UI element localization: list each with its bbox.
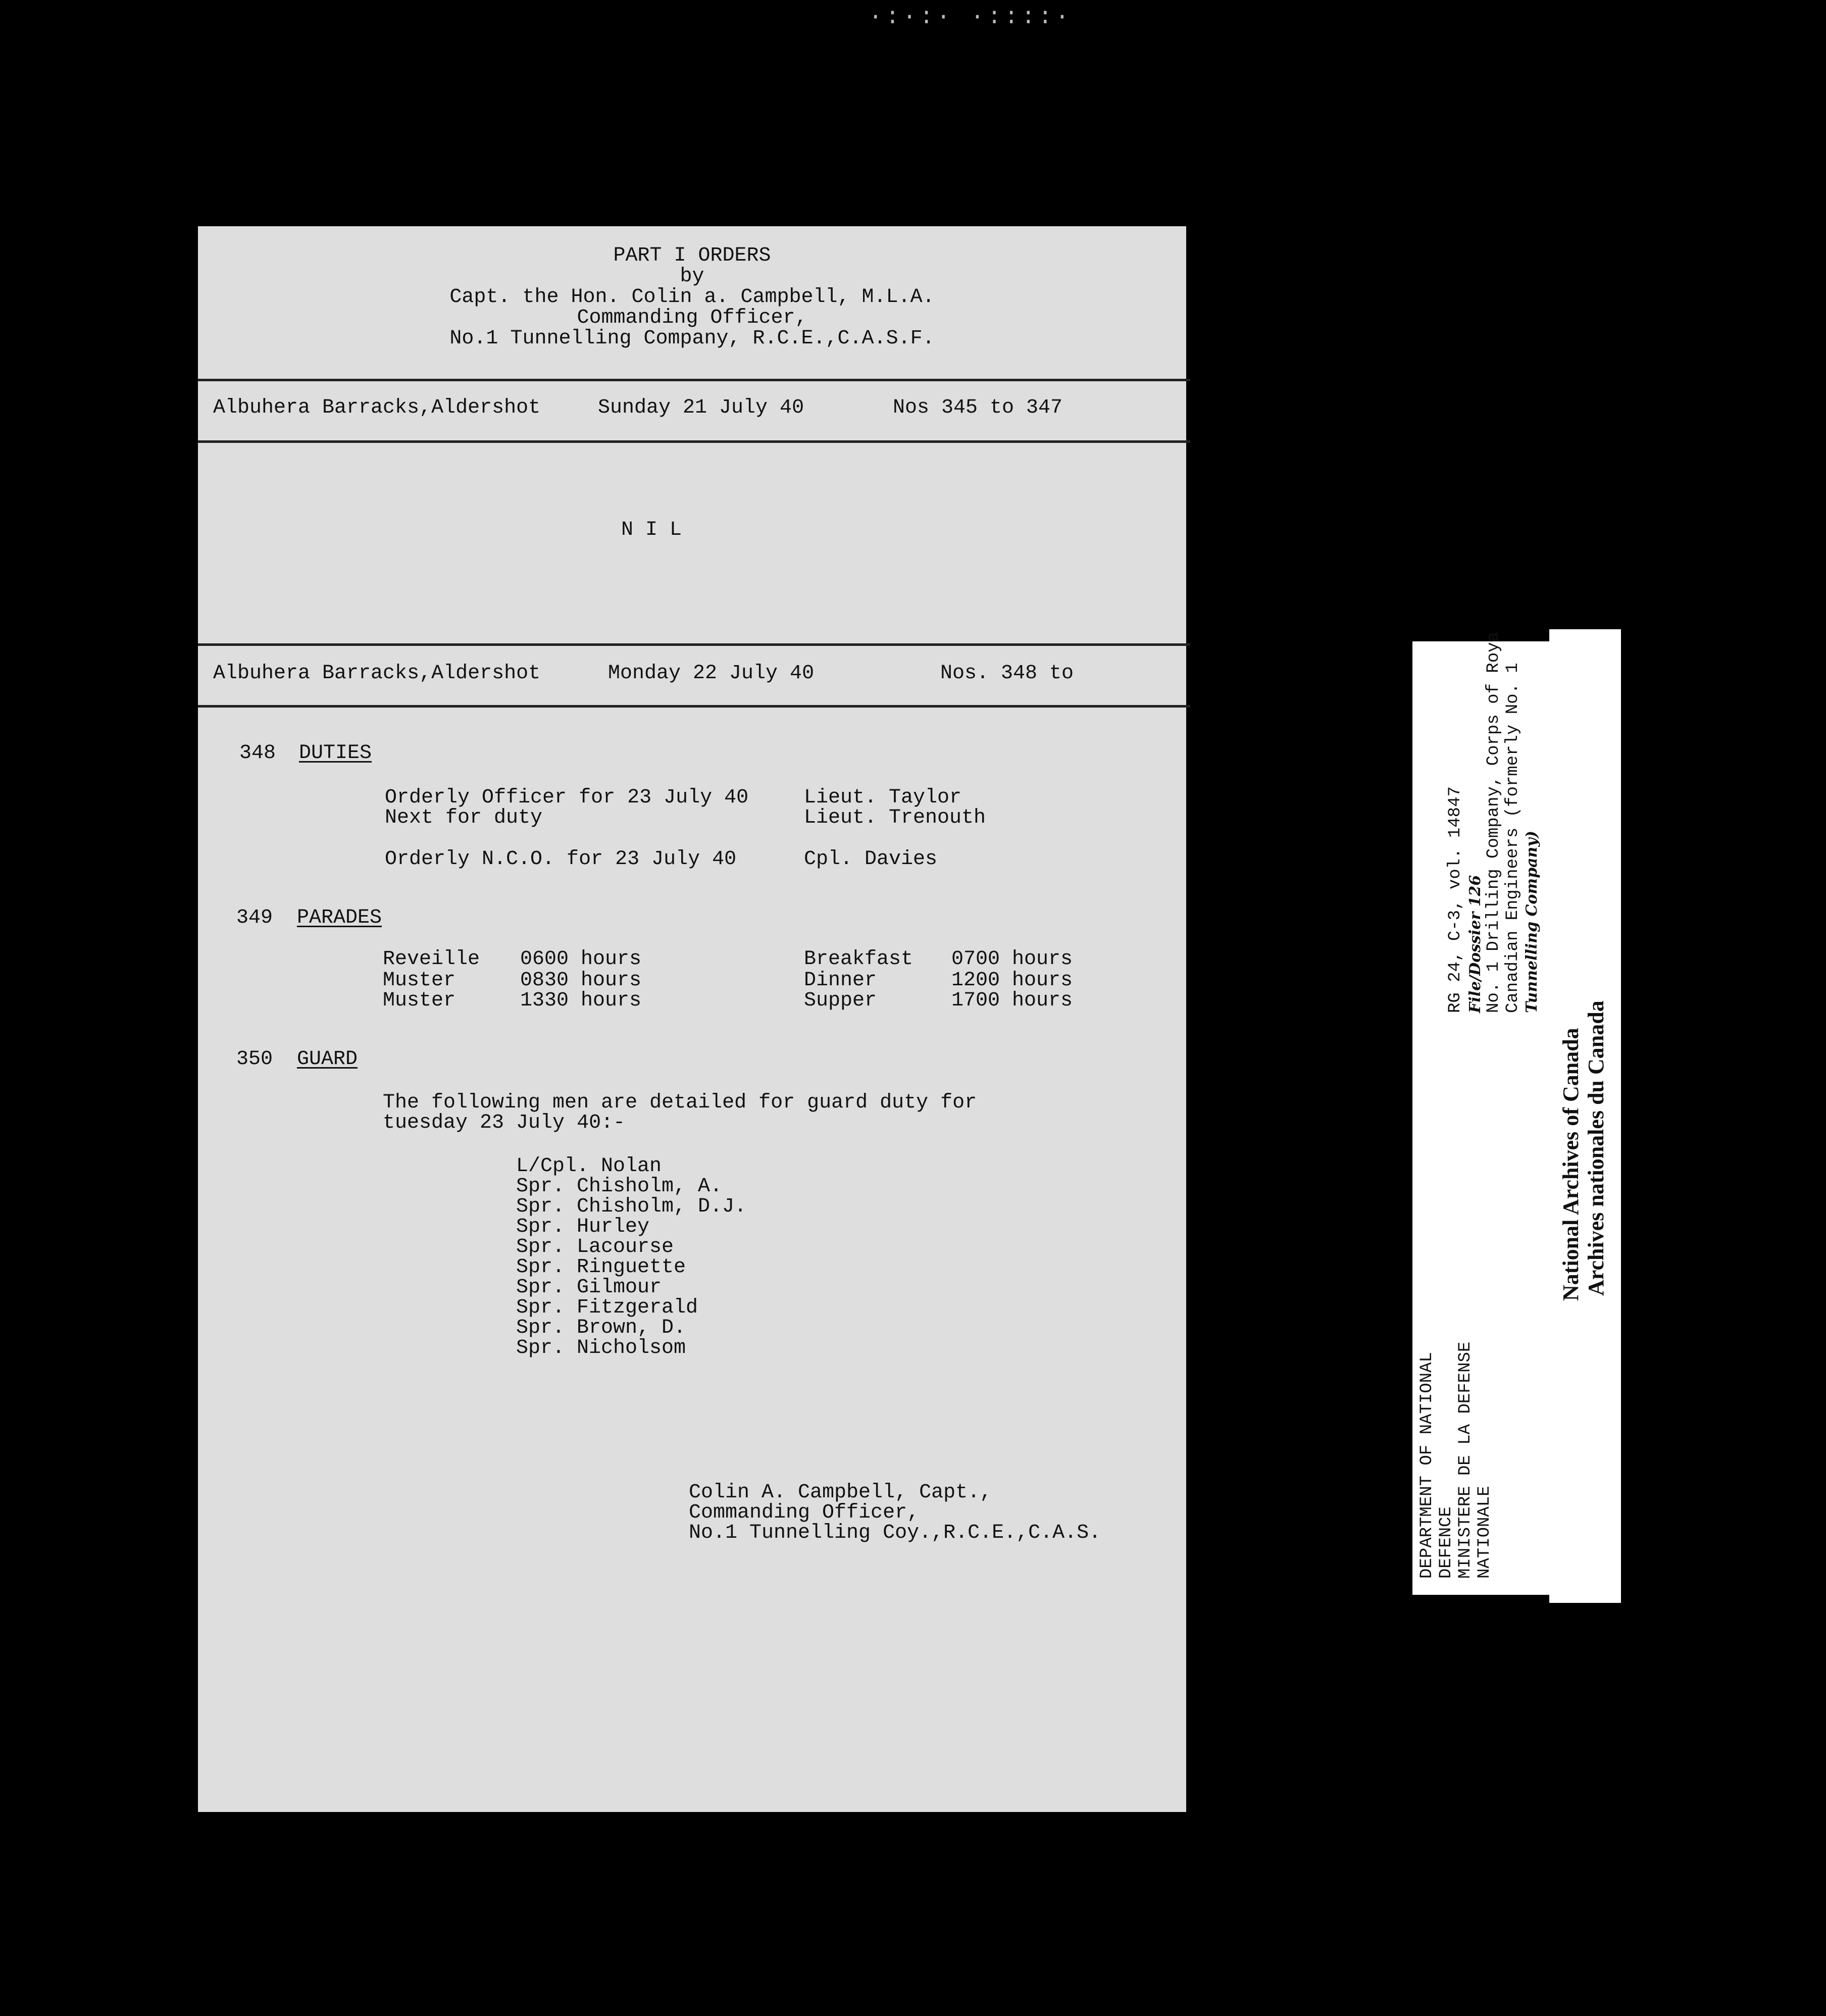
archive-ref: RG 24, C-3, vol. 14847	[1446, 786, 1465, 1013]
parade-event: Muster	[383, 989, 456, 1012]
order-title: PART I ORDERS	[613, 244, 771, 267]
parade-time: 0830 hours	[520, 969, 642, 992]
duty-label: Orderly Officer for 23 July 40	[385, 786, 749, 809]
parade-time: 1330 hours	[520, 989, 642, 1012]
guard-member: Spr. Chisholm, D.J.	[516, 1195, 747, 1218]
order-officer: Capt. the Hon. Colin a. Campbell, M.L.A.	[449, 286, 935, 309]
section1-location: Albuhera Barracks,Aldershot	[213, 396, 541, 419]
signature-unit: No.1 Tunnelling Coy.,R.C.E.,C.A.S.	[689, 1522, 1101, 1544]
order-unit: No.1 Tunnelling Company, R.C.E.,C.A.S.F.	[449, 327, 935, 350]
section1-nos: Nos 345 to 347	[893, 396, 1063, 419]
parades-heading: PARADES	[297, 906, 382, 929]
guard-number: 350	[236, 1048, 273, 1071]
guard-intro: The following men are detailed for guard duty for	[383, 1091, 977, 1114]
divider	[198, 643, 1190, 646]
parade-time: 0700 hours	[951, 948, 1073, 971]
archives-name-en: National Archives of Canada	[1558, 1028, 1583, 1301]
duties-heading: DUTIES	[299, 742, 372, 765]
guard-member: L/Cpl. Nolan	[516, 1155, 662, 1178]
section1-body: N I L	[621, 519, 682, 541]
archives-name-fr: Archives nationales du Canada	[1584, 1000, 1608, 1296]
guard-member: Spr. Lacourse	[516, 1236, 674, 1258]
guard-member: Spr. Nicholsom	[516, 1337, 686, 1359]
parade-time: 1700 hours	[951, 989, 1073, 1012]
section1-date: Sunday 21 July 40	[598, 396, 804, 419]
section2-nos: Nos. 348 to	[940, 662, 1074, 685]
parade-event: Breakfast	[804, 948, 914, 971]
parades-number: 349	[236, 906, 273, 929]
divider	[198, 440, 1190, 443]
dept-line: DEPARTMENT OF NATIONAL	[1417, 1352, 1437, 1579]
guard-heading: GUARD	[297, 1048, 358, 1071]
duty-label: Next for duty	[385, 807, 543, 829]
signature-role: Commanding Officer,	[689, 1501, 920, 1524]
archive-reference-label	[1412, 632, 1553, 1595]
guard-member: Spr. Brown, D.	[516, 1317, 686, 1339]
order-role: Commanding Officer,	[577, 307, 807, 329]
national-archives-stamp	[1549, 629, 1621, 1603]
duty-name: Lieut. Trenouth	[804, 807, 986, 829]
divider	[198, 705, 1190, 708]
archive-desc: No. 1 Drilling Company, Corps of Roya	[1484, 632, 1503, 1013]
section2-location: Albuhera Barracks,Aldershot	[213, 662, 541, 685]
signature-name: Colin A. Campbell, Capt.,	[689, 1481, 992, 1504]
guard-member: Spr. Chisholm, A.	[516, 1175, 723, 1198]
dept-line: DEFENCE	[1437, 1506, 1456, 1579]
parade-event: Muster	[383, 969, 456, 992]
parade-event: Supper	[804, 989, 877, 1012]
parade-event: Dinner	[804, 969, 877, 992]
archive-desc-handwritten: Tunnelling Company)	[1523, 831, 1541, 1013]
duty-name: Cpl. Davies	[804, 848, 938, 871]
dept-line: MINISTERE DE LA DEFENSE	[1456, 1341, 1475, 1579]
duty-label: Orderly N.C.O. for 23 July 40	[385, 848, 737, 871]
duty-name: Lieut. Taylor	[804, 786, 962, 809]
duties-number: 348	[239, 742, 276, 765]
order-by: by	[680, 265, 704, 288]
guard-member: Spr. Fitzgerald	[516, 1296, 698, 1319]
order-sheet	[198, 226, 1186, 1812]
parade-time: 0600 hours	[520, 948, 642, 971]
archive-file: File/Dossier 126	[1466, 875, 1484, 1013]
parade-event: Reveille	[383, 948, 480, 971]
guard-member: Spr. Gilmour	[516, 1276, 662, 1299]
section2-date: Monday 22 July 40	[608, 662, 815, 685]
archive-desc: Canadian Engineers (formerly No. 1	[1503, 663, 1523, 1013]
parade-time: 1200 hours	[951, 969, 1073, 992]
film-specks: ·:·:· ·::::·	[869, 4, 1073, 30]
guard-member: Spr. Hurley	[516, 1216, 650, 1238]
guard-intro: tuesday 23 July 40:-	[383, 1112, 626, 1134]
dept-line: NATIONALE	[1475, 1486, 1494, 1579]
divider	[198, 379, 1190, 381]
guard-member: Spr. Ringuette	[516, 1256, 686, 1279]
